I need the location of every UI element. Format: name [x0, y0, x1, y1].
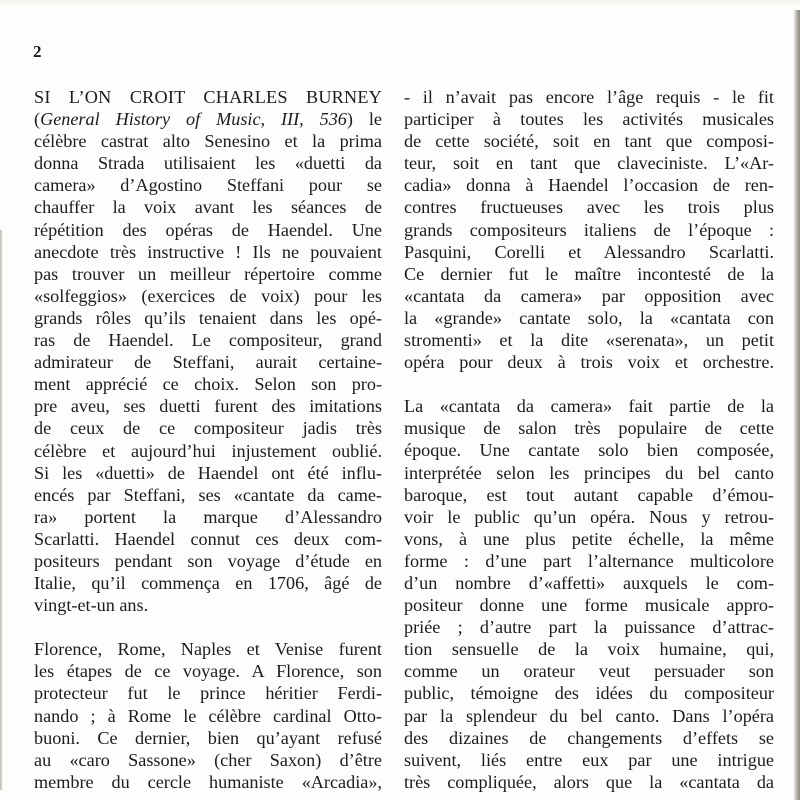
- text-line: anecdote très instructive ! Ils ne pouvaient: [34, 241, 382, 262]
- text-line: camera» d’Agostino Steffani pour se: [34, 175, 382, 196]
- text-line: participer à toutes les activités musicales: [404, 109, 774, 130]
- text-line: La «cantata da camera» fait partie de la: [404, 396, 774, 417]
- text-line: vingt-et-un ans.: [34, 595, 149, 616]
- page-binding-shadow: [794, 10, 800, 800]
- text-line: encés par Steffani, ses «cantate da came-: [34, 484, 382, 505]
- text-line: ras de Haendel. Le compositeur, grand: [34, 330, 382, 351]
- text-line: très compliquée, alors que la «cantata da: [404, 771, 774, 792]
- text-line: les étapes de ce voyage. A Florence, son: [34, 661, 382, 682]
- text-line: Scarlatti. Haendel connut ces deux com-: [34, 528, 382, 549]
- text-line: admirateur de Steffani, aurait certaine-: [34, 352, 382, 373]
- text-line: grands rôles qu’ils tenaient dans les opé-: [34, 307, 382, 328]
- text-line: Si les «duetti» de Haendel ont été influ-: [34, 462, 382, 483]
- text-line: voir le public qu’un opéra. Nous y retrou-: [404, 506, 774, 527]
- text-line: comme un orateur veut persuader son: [404, 661, 774, 682]
- paragraph-cantata-da-camera: [404, 395, 774, 793]
- text-line: pre aveu, ses duetti furent des imitations: [34, 396, 382, 417]
- text-line: positeur donne une forme musicale appro-: [404, 595, 774, 616]
- text-line: teur, soit en tant que claveciniste. L’«Ar-: [404, 153, 774, 174]
- text-line: priée ; d’autre part la puissance d’attrac-: [404, 617, 774, 638]
- page-top-edge: [0, 0, 800, 6]
- text-line: célèbre castrat alto Senesino et la prima: [34, 131, 382, 152]
- text-line: de ceux de ce compositeur jadis très: [34, 418, 382, 439]
- text-line-heading: SI L’ON CROIT CHARLES BURNEY: [34, 87, 382, 107]
- text-line: Italie, qu’il commença en 1706, âgé de: [34, 573, 382, 594]
- text-line: Ce dernier fut le maître incontesté de la: [404, 263, 774, 284]
- text-line: positeurs pendant son voyage d’étude en: [34, 550, 382, 571]
- text-line: cadia» donna à Haendel l’occasion de ren-: [404, 175, 774, 196]
- text-line: chauffer la voix avant les séances de: [34, 197, 382, 218]
- paragraph-gap: [404, 373, 774, 395]
- text-line: suivent, liés entre eux par une intrigue: [404, 749, 774, 770]
- text-line: Pasquini, Corelli et Alessandro Scarlatti.: [404, 241, 774, 262]
- text-line: des dizaines de changements d’effets se: [404, 727, 774, 748]
- paragraph-burney-anecdote: [34, 86, 382, 616]
- text-line: de cette société, soit en tant que composi-: [404, 131, 774, 152]
- text-line: tion sensuelle de la voix humaine, qui,: [404, 639, 774, 660]
- left-column: [34, 86, 382, 793]
- text-line: stromenti» et la dite «serenata», un petit: [404, 330, 774, 351]
- paragraph-italian-voyage: [34, 638, 382, 793]
- text-line: public, témoigne des idées du compositeur: [404, 683, 774, 704]
- text-line: ment apprécié ce choix. Selon son pro-: [34, 374, 382, 395]
- text-line: protecteur fut le prince héritier Ferdi-: [34, 683, 382, 704]
- text-line-citation: (General History of Music, III, 536) le: [34, 109, 382, 130]
- page-left-edge: [0, 230, 3, 790]
- text-line: interprétée selon les principes du bel canto: [404, 462, 774, 483]
- text-line: ra» portent la marque d’Alessandro: [34, 506, 382, 527]
- right-column: [404, 86, 774, 793]
- text-line: contres fructueuses avec les trois plus: [404, 197, 774, 218]
- text-line: célèbre et aujourd’hui injustement oublié.: [34, 440, 382, 461]
- text-line: membre du cercle humaniste «Arcadia»,: [34, 771, 382, 792]
- text-line: donna Strada utilisaient les «duetti da: [34, 153, 382, 174]
- text-line: grands compositeurs italiens de l’époque :: [404, 219, 774, 240]
- text-line: Florence, Rome, Naples et Venise furent: [34, 639, 382, 660]
- text-line: par la splendeur du bel canto. Dans l’opéra: [404, 705, 774, 726]
- text-line: répétition des opéras de Haendel. Une: [34, 219, 382, 240]
- text-line: baroque, est tout autant capable d’émou-: [404, 484, 774, 505]
- text-line: «cantata da camera» par opposition avec: [404, 285, 774, 306]
- text-line: au «caro Sassone» (cher Saxon) d’être: [34, 749, 382, 770]
- text-line: vons, à une plus petite échelle, la même: [404, 528, 774, 549]
- text-line: musique de salon très populaire de cette: [404, 418, 774, 439]
- text-line: nando ; à Rome le célèbre cardinal Otto-: [34, 705, 382, 726]
- text-line: - il n’avait pas encore l’âge requis - le fit: [404, 87, 774, 107]
- text-line: buoni. Ce dernier, bien qu’ayant refusé: [34, 727, 382, 748]
- text-line: forme : d’une part l’alternance multicolore: [404, 550, 774, 571]
- paragraph-gap: [34, 616, 382, 638]
- text-line: pas trouver un meilleur répertoire comme: [34, 263, 382, 284]
- text-line: opéra pour deux à trois voix et orchestre.: [404, 352, 774, 373]
- page-number: 2: [33, 42, 42, 61]
- text-line: la «grande» cantate solo, la «cantata con: [404, 307, 774, 328]
- text-line: d’un nombre d’«affetti» auxquels le com-: [404, 572, 774, 593]
- text-line: époque. Une cantate solo bien composée,: [404, 440, 774, 461]
- text-line: «solfeggios» (exercices de voix) pour les: [34, 285, 382, 306]
- paragraph-arcadia: [404, 86, 774, 373]
- citation-italic: General History of Music, III, 536: [40, 109, 347, 130]
